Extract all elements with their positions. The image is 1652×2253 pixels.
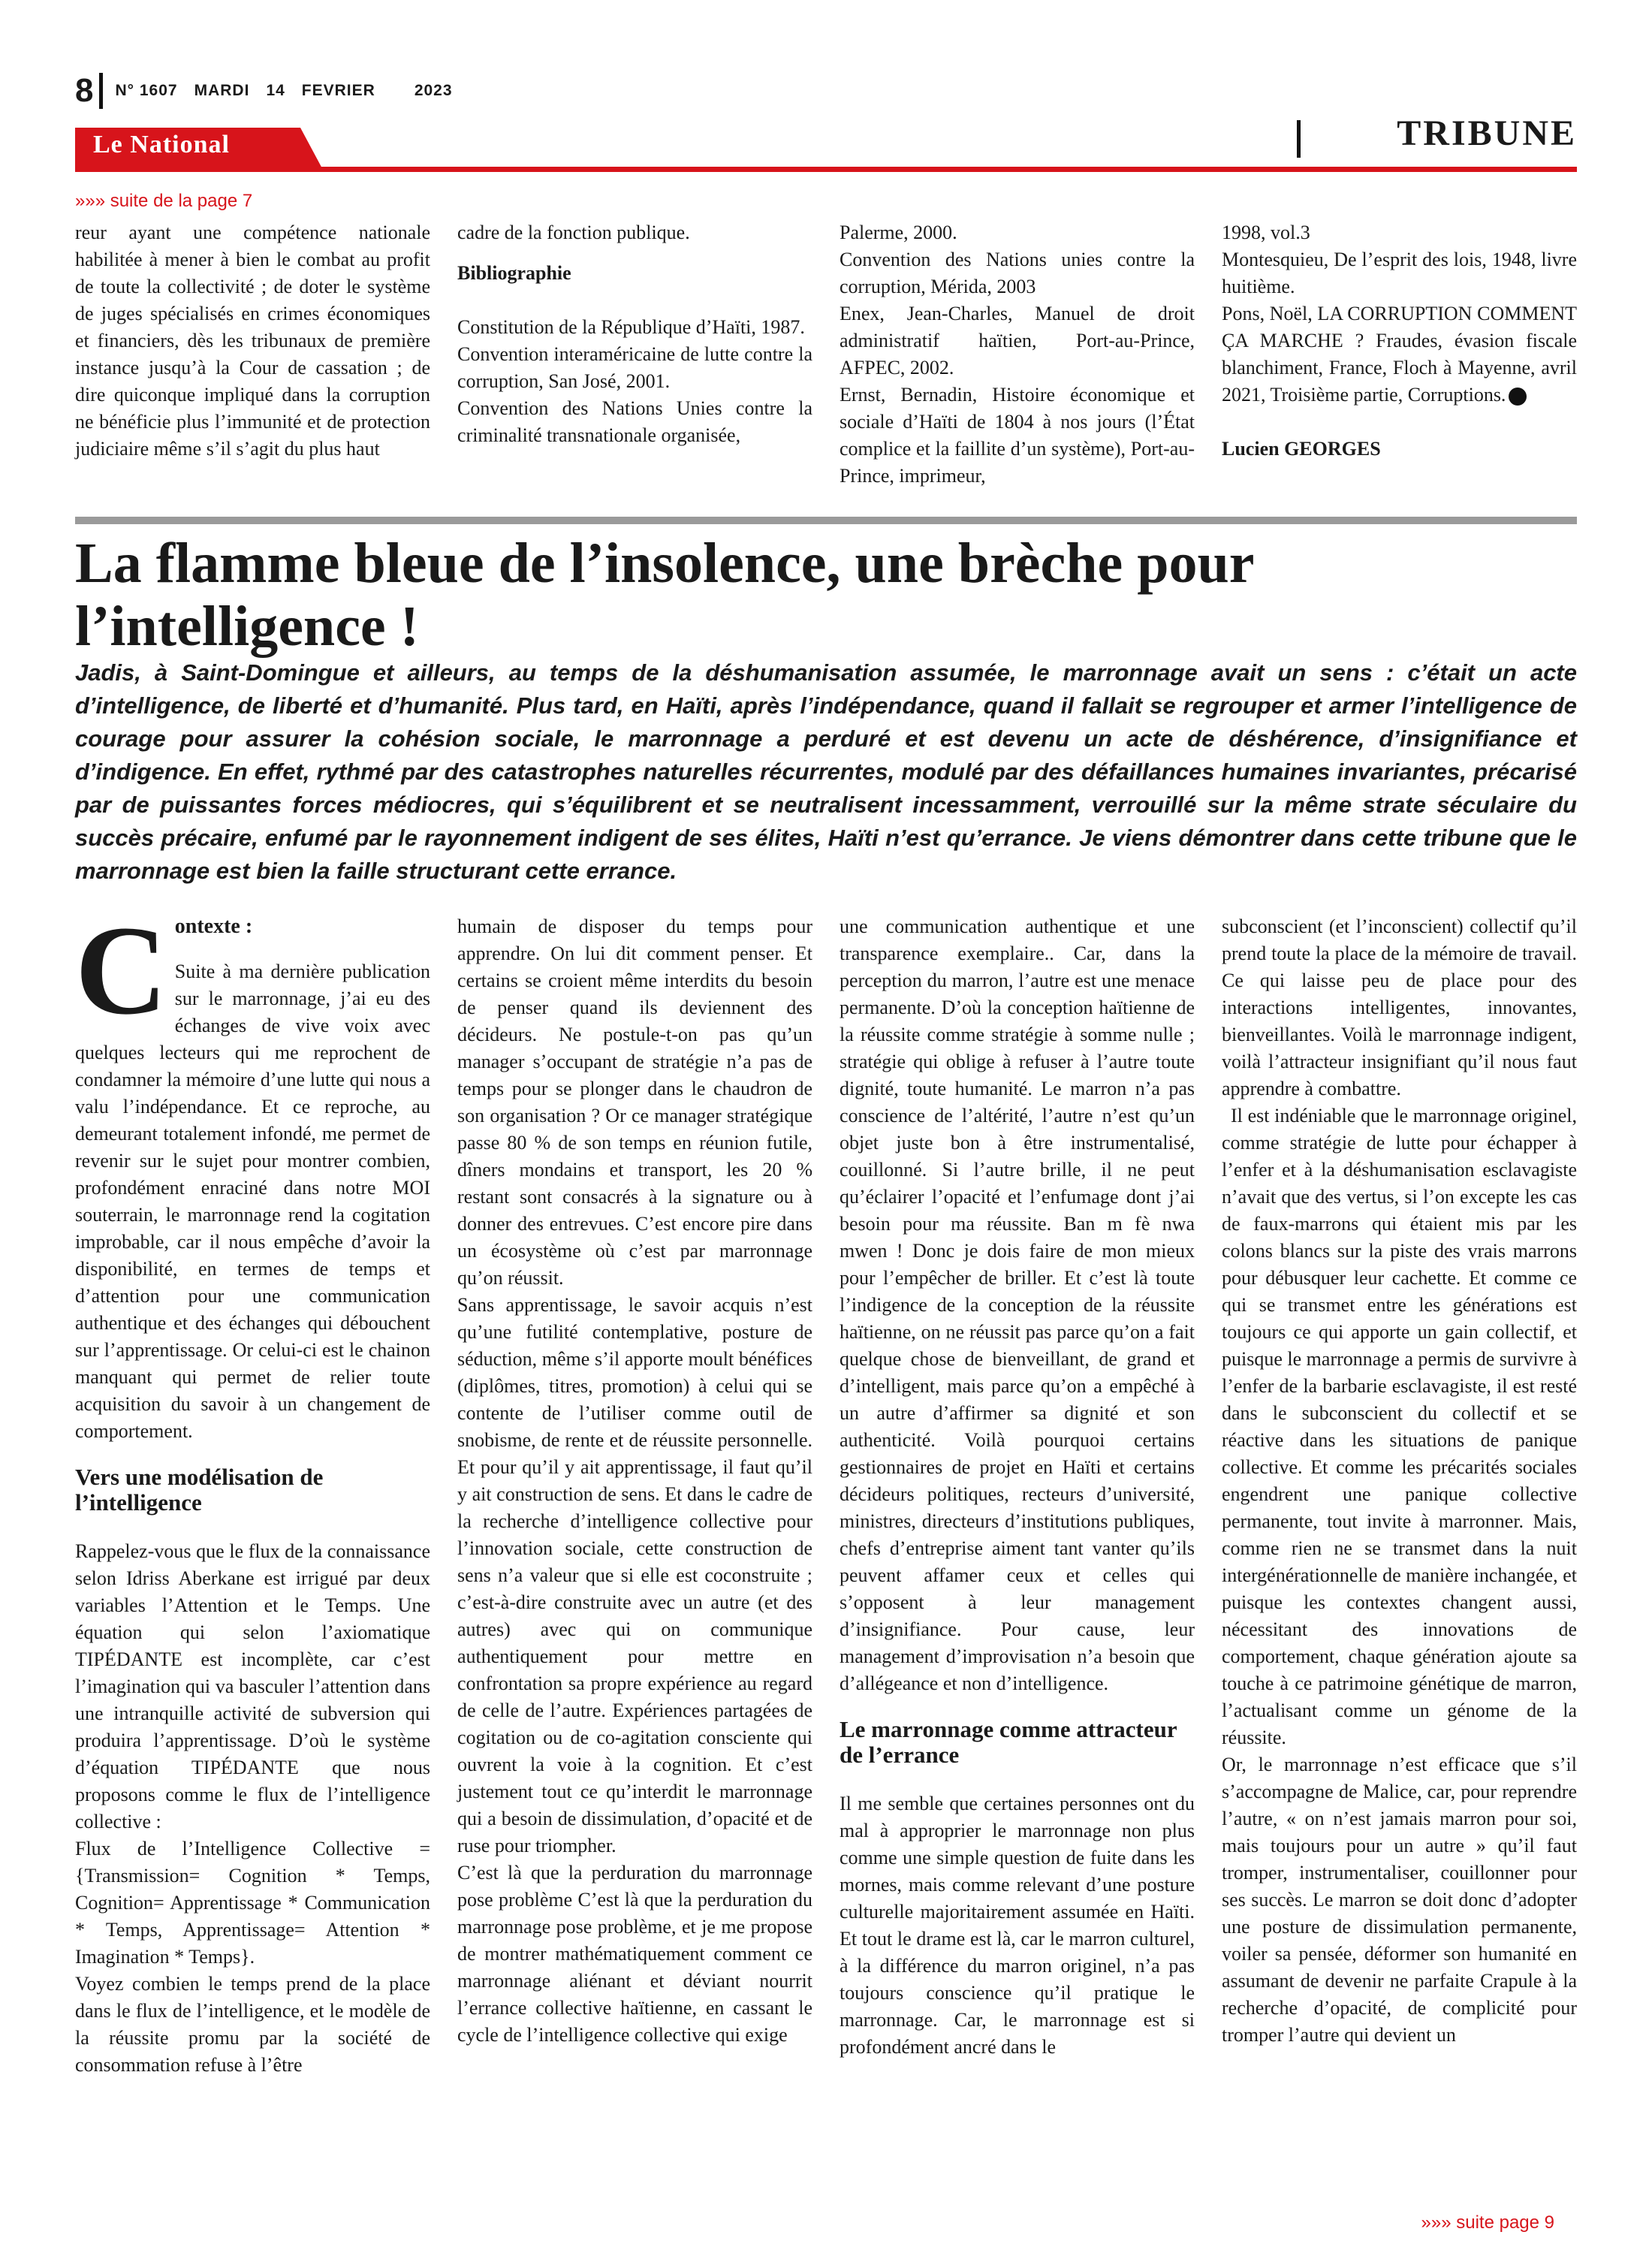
paragraph: humain de disposer du temps pour apprendre. On lui dit comment penser. Et certains se croient même interdits du besoin de penser quand ils deviennent des décideurs. Ne postule-t-on pas qu’un manager s’occupant de stratégie n’a pas de temps pour se plonger dans le chaudron de son organisation ? Or ce manager stratégique passe 80 % de son temps en réunion futile, dîners mondains et transport, les 20 % restant sont consacrés à la signature ou à donner des entrevues. C’est encore pire dans un écosystème où c’est par marronnage qu’on réussit. xyxy=(457,915,812,1289)
brand-logo: Le National xyxy=(93,131,230,158)
article-title: La flamme bleue de l’insolence, une brèche pour l’intelligence ! xyxy=(75,532,1254,658)
prev-col-1 xyxy=(75,219,430,490)
prev-col-2-intro: cadre de la fonction publique. xyxy=(457,222,690,243)
article-col-3 xyxy=(840,913,1195,2079)
bibliography-item: Ernst, Bernadin, Histoire économique et sociale d’Haïti de 1804 à nos jours (l’État complice et la faillite d’un système), Port-au-Prince, imprimeur, xyxy=(840,384,1195,487)
paragraph: Rappelez-vous que le flux de la connaissance selon Idriss Aberkane est irrigué par deux variables l’Attention et le Temps. Une équation qui selon l’axiomatique TIPÉDANTE est incomplète, car c’est l’imagination qui va basculer l’attention dans une intranquille activité de subversion qui produira l’apprentissage. D’où le système d’équation TIPÉDANTE que nous proposons comme le flux de l’intelligence collective : xyxy=(75,1540,430,1832)
paragraph: subconscient (et l’inconscient) collectif qu’il prend toute la place de la mémoire de travail. Ce qui laisse peu de place pour des interactions intelligentes, innovantes, bienveillantes. Voilà le marronnage indigent, voilà l’attracteur insignifiant qu’il nous faut apprendre à combattre. xyxy=(1222,915,1577,1099)
article-author: Lucien GEORGES xyxy=(1222,438,1381,460)
bibliography-item: Montesquieu, De l’esprit des lois, 1948, livre huitième. xyxy=(1222,249,1577,297)
article-lead: Jadis, à Saint-Domingue et ailleurs, au temps de la déshumanisation assumée, le marronnage avait un sens : c’était un acte d’intelligence, de liberté et d’humanité. Plus tard, en Haïti, après l’indépendance, quand il fallait se regrouper et armer l’intelligence de courage pour assurer la cohésion sociale, le marronnage a perduré et est devenu un acte de déshérence, d’insignifiance et d’indigence. En effet, rythmé par des catastrophes naturelles récurrentes, modulé par des défaillances humaines invariantes, précarisé par de puissantes forces médiocres, qui s’équilibrent et se neutralisent incessamment, verrouillé sur la même strate séculaire du succès précaire, enfumé par le rayonnement indigent de ses élites, Haïti n’est qu’errance. Je viens démontrer dans cette tribune que le marronnage est bien la faille structurant cette errance. xyxy=(75,659,1577,884)
article-col-2 xyxy=(457,913,812,2079)
section-title: TRIBUNE xyxy=(1397,113,1577,153)
header-divider xyxy=(99,73,103,109)
end-of-article-icon xyxy=(1509,388,1527,406)
continued-from: »»» suite de la page 7 xyxy=(75,191,253,211)
article-body xyxy=(75,900,1577,2079)
paragraph: Sans apprentissage, le savoir acquis n’est qu’une futilité contemplative, posture de séduction, même s’il apporte moult bénéfices (diplômes, titres, promotion) à celui qui se contente de l’utiliser comme outil de snobisme, de rente et de réussite personnelle. Et pour qu’il y ait apprentissage, il faut qu’il y ait construction de sens. Et dans le cadre de la recherche d’intelligence collective pour l’innovation sociale, cette construction de sens n’a valeur que si elle est coconstruite ; c’est-à-dire construite avec un autre (et des autres) avec qui on communique authentiquement pour mettre en confrontation sa propre expérience au regard de celle de l’autre. Expériences partagées de cogitation ou de co-agitation consciente qui ouvrent la voie à la cognition. Et c’est justement tout ce qu’interdit le marronnage qui a besoin de dissimulation, d’opacité et de ruse pour triompher. xyxy=(457,1294,812,1856)
section-heading: ontexte : xyxy=(174,915,253,938)
section-heading: Le marronnage comme attracteur de l’errance xyxy=(840,1716,1177,1768)
paragraph: une communication authentique et une transparence exemplaire.. Car, dans la perception du marron, l’autre est une menace permanente. D’où la conception haïtienne de la réussite comme stratégie à somme nulle ; stratégie qui oblige à refuser à l’autre toute dignité, toute humanité. Le marron n’a pas conscience de l’altérité, l’autre n’est qu’un objet juste bon à être instrumentalisé, couillonné. Si l’autre brille, il ne peut qu’éclairer l’opacité et l’enfumage dont j’ai besoin pour ma réussite. Ban m fè nwa mwen ! Donc je dois faire de mon mieux pour l’empêcher de briller. Et c’est là toute l’indigence de la conception de la réussite haïtienne, on ne réussit pas parce qu’on a fait quelque chose de bienveillant, de grand et d’intelligent, mais parce qu’on a empêché à un autre d’affirmer sa dignité et son authenticité. Voilà pourquoi certains gestionnaires de projet en Haïti et certains décideurs politiques, recteurs d’université, ministres, directeurs d’institutions publiques, chefs d’entreprise aiment tant vanter qu’ils peuvent affamer ceux et celles qui s’opposent à leur management d’insignifiance. Pour cause, leur management d’improvisation n’a besoin que d’allégeance et non d’intelligence. xyxy=(840,915,1195,1694)
paragraph: Il est indéniable que le marronnage originel, comme stratégie de lutte pour échapper à l’enfer et à la déshumanisation esclavagiste n’avait que des vertus, si l’on excepte les cas de faux-marrons qui étaient mis par les colons blancs sur la piste des vrais marrons pour débusquer leur cachette. Et comme ce qui se transmet entre les générations est toujours ce qui apporte un gain collectif, et puisque le marronnage a permis de survivre à l’enfer de la barbarie esclavagiste, il est resté dans le subconscient du collectif et se réactive dans les situations de panique collective. Et comme les précarités sociales engendrent une panique collective permanente, tout invite à marronner. Mais, comme rien ne se transmet dans la nuit intergénérationnelle de manière inchangée, et puisque les contextes changent aussi, nécessitant des innovations de comportement, chaque génération ajoute sa touche à ce patrimoine génétique de marron, l’actualisant comme un génome de la réussite. xyxy=(1222,1105,1577,1748)
bibliography-item-last xyxy=(1222,300,1577,409)
section-heading: Vers une modélisation de l’intelligence xyxy=(75,1464,324,1516)
article-col-4 xyxy=(1222,913,1577,2079)
paragraph: Il me semble que certaines personnes ont du mal à approprier le marronnage non plus comme une simple question de fuite dans les mornes, mais comme relevant d’une posture culturelle majoritairement assumée en Haïti. Et tout le drame est là, car le marron culturel, à la différence du marron originel, n’a pas toujours conscience qu’il pratique le marronnage. Car, le marronnage est si profondément ancré dans le xyxy=(840,1793,1195,2058)
bibliography-item: Convention des Nations unies contre la corruption, Mérida, 2003 xyxy=(840,249,1195,297)
section-divider xyxy=(1297,120,1301,158)
prev-col-2 xyxy=(457,219,812,490)
paragraph: C’est là que la perduration du marronnage pose problème C’est là que la perduration du marronnage pose problème, et je me propose de montrer mathématiquement comment ce marronnage aliénant et déviant nourrit l’errance collective haïtienne, en cassant le cycle de l’intelligence collective qui exige xyxy=(457,1862,812,2046)
paragraph: Suite à ma dernière publication sur le marronnage, j’ai eu des échanges de vive voix avec quelques lecteurs qui me reprochent de condamner la mémoire d’une lutte qui nous a valu l’indépendance. Et ce reproche, au demeurant totalement infondé, me permet de revenir sur le sujet pour montrer combien, profondément enraciné dans notre MOI souterrain, le marronnage rend la cogitation improbable, car il nous empêche d’avoir la disponibilité, en termes de temps et d’attention pour une communication authentique et des échanges qui débouchent sur l’apprentissage. Or celui-ci est le chainon manquant qui permet de relier toute acquisition du savoir à un changement de comportement. xyxy=(75,961,430,1442)
bibliography-item: Palerme, 2000. xyxy=(840,222,957,243)
bibliography-item: 1998, vol.3 xyxy=(1222,222,1310,243)
day: 14 xyxy=(266,82,285,99)
weekday: MARDI xyxy=(194,82,250,99)
previous-article xyxy=(75,219,1577,490)
bibliography-item: Constitution de la République d’Haïti, 1987. xyxy=(457,316,805,338)
header-red-rule xyxy=(75,167,1577,172)
article-separator xyxy=(75,517,1577,524)
year: 2023 xyxy=(414,82,453,99)
bibliography-item: Enex, Jean-Charles, Manuel de droit administratif haïtien, Port-au-Prince, AFPEC, 2002. xyxy=(840,303,1195,379)
prev-col-1-text: reur ayant une compétence nationale habilitée à mener à bien le combat au profit de toute la collectivité ; de doter le système de juges spécialisés en crimes économiques et financiers, dès les tribunaux de première instance jusqu’à la Cour de cassation ; de dire quiconque impliqué dans la corruption ne bénéficie plus l’immunité et de protection judiciaire même s’il s’agit du plus haut xyxy=(75,222,430,460)
month: FEVRIER xyxy=(301,82,375,99)
continued-to: »»» suite page 9 xyxy=(1421,2212,1554,2233)
paragraph: Or, le marronnage n’est efficace que s’il s’accompagne de Malice, car, pour reprendre l’autre, « on n’est jamais marron pour soi, mais toujours pour un autre » qu’il faut tromper, instrumentaliser, couillonner pour ses succès. Le marron se doit donc d’adopter une posture de dissimulation permanente, voiler sa pensée, déformer son humanité en assumant de devenir ne parfaite Crapule à la recherche d’opacité, de complicité pour tromper l’autre qui devient un xyxy=(1222,1754,1577,2046)
bibliography-item: Convention interaméricaine de lutte contre la corruption, San José, 2001. xyxy=(457,343,812,392)
drop-cap: C xyxy=(75,900,167,1041)
equation-paragraph: Flux de l’Intelligence Collective = {Transmission= Cognition * Temps, Cognition= Apprentissage * Communication * Temps, Apprentissage= Attention * Imagination * Temps}. xyxy=(75,1838,430,1968)
issue-number: N° 1607 xyxy=(115,82,178,99)
bibliography-item: Convention des Nations Unies contre la criminalité transnationale organisée, xyxy=(457,397,812,446)
prev-col-3 xyxy=(840,219,1195,490)
page-header xyxy=(75,72,469,110)
bibliography-heading: Bibliographie xyxy=(457,262,571,284)
bibliography-item: Pons, Noël, LA CORRUPTION COMMENT ÇA MARCHE ? Fraudes, évasion fiscale blanchiment, France, Floch à Mayenne, avril 2021, Troisième partie, Corruptions. xyxy=(1222,303,1577,406)
article-col-1 xyxy=(75,900,430,2079)
page-number: 8 xyxy=(75,72,94,109)
prev-col-4 xyxy=(1222,219,1577,490)
paragraph: Voyez combien le temps prend de la place dans le flux de l’intelligence, et le modèle de la réussite promu par la société de consommation refuse à l’être xyxy=(75,1973,430,2076)
